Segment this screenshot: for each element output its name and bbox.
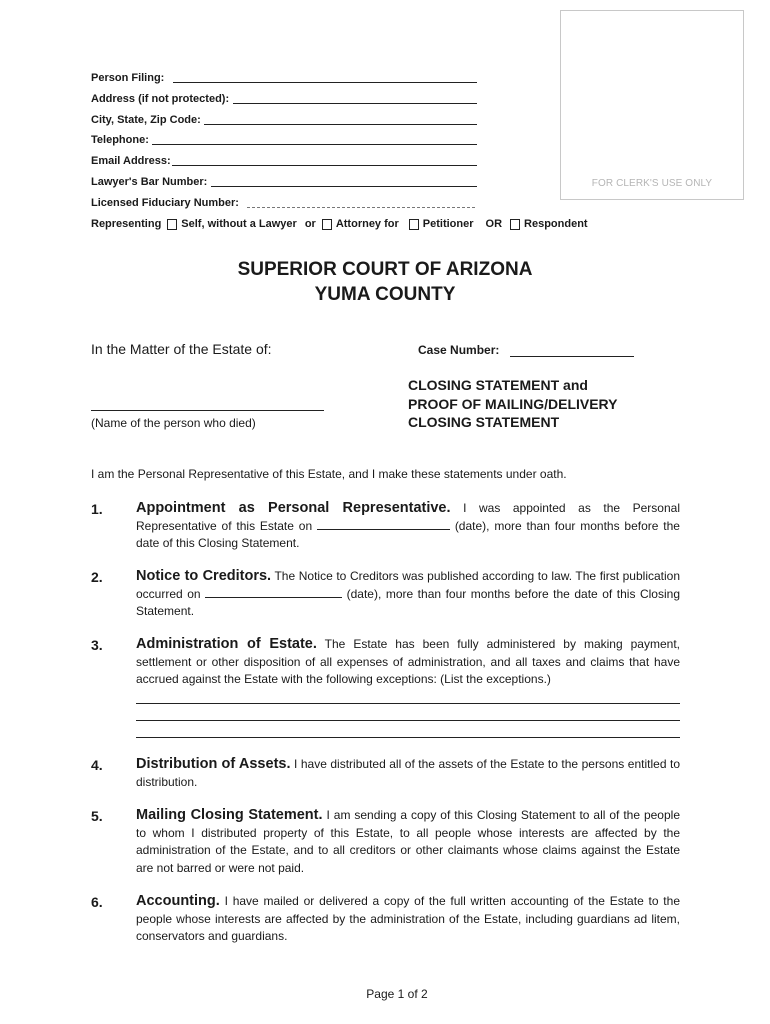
item-heading: Distribution of Assets. — [136, 756, 291, 772]
telephone-row — [91, 133, 149, 147]
representing-row — [91, 217, 588, 231]
oath-statement: I am the Personal Representative of this Estate, and I make these statements under oath. — [91, 467, 567, 481]
item-heading: Appointment as Personal Representative. — [136, 500, 451, 516]
item-number: 3. — [91, 637, 103, 653]
exception-line[interactable] — [136, 737, 680, 738]
petitioner-checkbox[interactable] — [409, 219, 419, 230]
email-field[interactable] — [172, 165, 477, 166]
email-label: Email Address: — [91, 155, 171, 167]
self-label: Self, without a Lawyer — [181, 218, 297, 230]
fiduciary-number-label: Licensed Fiduciary Number: — [91, 197, 239, 209]
bar-number-row — [91, 175, 207, 189]
fiduciary-number-field[interactable] — [247, 207, 475, 208]
item-heading: Administration of Estate. — [136, 636, 317, 652]
matter-of-estate: In the Matter of the Estate of: — [91, 341, 272, 357]
address-label: Address (if not protected): — [91, 93, 230, 105]
title-line-2: PROOF OF MAILING/DELIVERY — [408, 395, 618, 412]
item-text: I have distributed all of the assets of the Estate to the persons entitled to distribution. — [136, 757, 681, 789]
item-administration — [136, 636, 680, 689]
self-checkbox[interactable] — [167, 219, 177, 230]
attorney-label: Attorney for — [335, 218, 399, 230]
petitioner-label: Petitioner — [422, 218, 474, 230]
item-appointment — [136, 500, 680, 553]
item-heading: Notice to Creditors. — [136, 568, 272, 584]
telephone-field[interactable] — [152, 144, 477, 145]
court-name: SUPERIOR COURT OF ARIZONA — [237, 259, 533, 280]
email-row — [91, 154, 171, 168]
clerk-use-box — [560, 10, 744, 200]
item-text: I was appointed as the Personal Representative of this Estate on — [136, 501, 680, 533]
item-text: I have mailed or delivered a copy of the full written accounting of the Estate to the people whose interests are affected by the administration of the Estate, including guardians ad litem, conservators and guardians. — [136, 894, 680, 943]
item-heading: Accounting. — [136, 893, 220, 909]
item-number: 4. — [91, 757, 103, 773]
exception-line[interactable] — [136, 720, 680, 721]
clerk-use-label: FOR CLERK'S USE ONLY — [591, 178, 713, 189]
page-number: Page 1 of 2 — [366, 987, 428, 1001]
item-number: 5. — [91, 808, 103, 824]
appointment-date-field[interactable] — [317, 518, 450, 530]
city-state-zip-row — [91, 113, 201, 127]
item-mailing — [136, 807, 680, 877]
county-name: YUMA COUNTY — [314, 284, 456, 305]
address-row — [91, 92, 229, 106]
court-title — [0, 257, 770, 307]
case-number-label: Case Number: — [418, 343, 500, 357]
person-filing-field[interactable] — [173, 82, 477, 83]
respondent-label: Respondent — [524, 218, 588, 230]
person-filing-row — [91, 71, 164, 85]
case-number-field[interactable] — [510, 356, 634, 357]
item-heading: Mailing Closing Statement. — [136, 807, 323, 823]
bar-number-field[interactable] — [211, 186, 477, 187]
decedent-name-field[interactable] — [91, 410, 324, 411]
or-label: or — [304, 218, 316, 230]
item-distribution — [136, 756, 680, 791]
item-text-cont: (date), more than four months before the date of this Closing Statement. — [136, 586, 680, 618]
address-field[interactable] — [233, 103, 477, 104]
exception-line[interactable] — [136, 703, 680, 704]
bar-number-label: Lawyer's Bar Number: — [91, 176, 208, 188]
city-state-zip-field[interactable] — [204, 124, 477, 125]
publication-date-field[interactable] — [205, 586, 342, 598]
item-number: 1. — [91, 501, 103, 517]
title-line-1: CLOSING STATEMENT and — [408, 377, 588, 393]
item-number: 6. — [91, 894, 103, 910]
item-text-cont: (date), more than four months before the date of this Closing Statement. — [136, 518, 680, 550]
city-state-zip-label: City, State, Zip Code: — [91, 114, 201, 126]
item-text: I am sending a copy of this Closing Statement to all of the people to whom I distributed property of this Estate, to all people whose interests are affected by the administration of the Estate, and to all creditors or other claimants whose claims against the Estate are not barred or were not paid. — [136, 808, 680, 875]
item-text: The Notice to Creditors was published according to law. The first publication occurred on — [136, 569, 681, 601]
fiduciary-number-row — [91, 196, 239, 210]
attorney-checkbox[interactable] — [322, 219, 332, 230]
item-notice-to-creditors — [136, 568, 680, 621]
person-filing-label: Person Filing: — [91, 72, 165, 84]
document-title — [408, 376, 618, 432]
item-accounting — [136, 893, 680, 946]
title-line-3: CLOSING STATEMENT — [408, 414, 560, 430]
representing-label: Representing — [91, 218, 162, 230]
decedent-name-label: (Name of the person who died) — [91, 416, 256, 430]
telephone-label: Telephone: — [91, 134, 149, 146]
respondent-checkbox[interactable] — [510, 219, 520, 230]
or-label-2: OR — [485, 218, 503, 230]
item-text: The Estate has been fully administered by making payment, settlement or other disposition of all expenses of administration, and all taxes and claims that have accrued against the Estate with the following exceptions: (List the exceptions.) — [136, 637, 680, 686]
item-number: 2. — [91, 569, 103, 585]
